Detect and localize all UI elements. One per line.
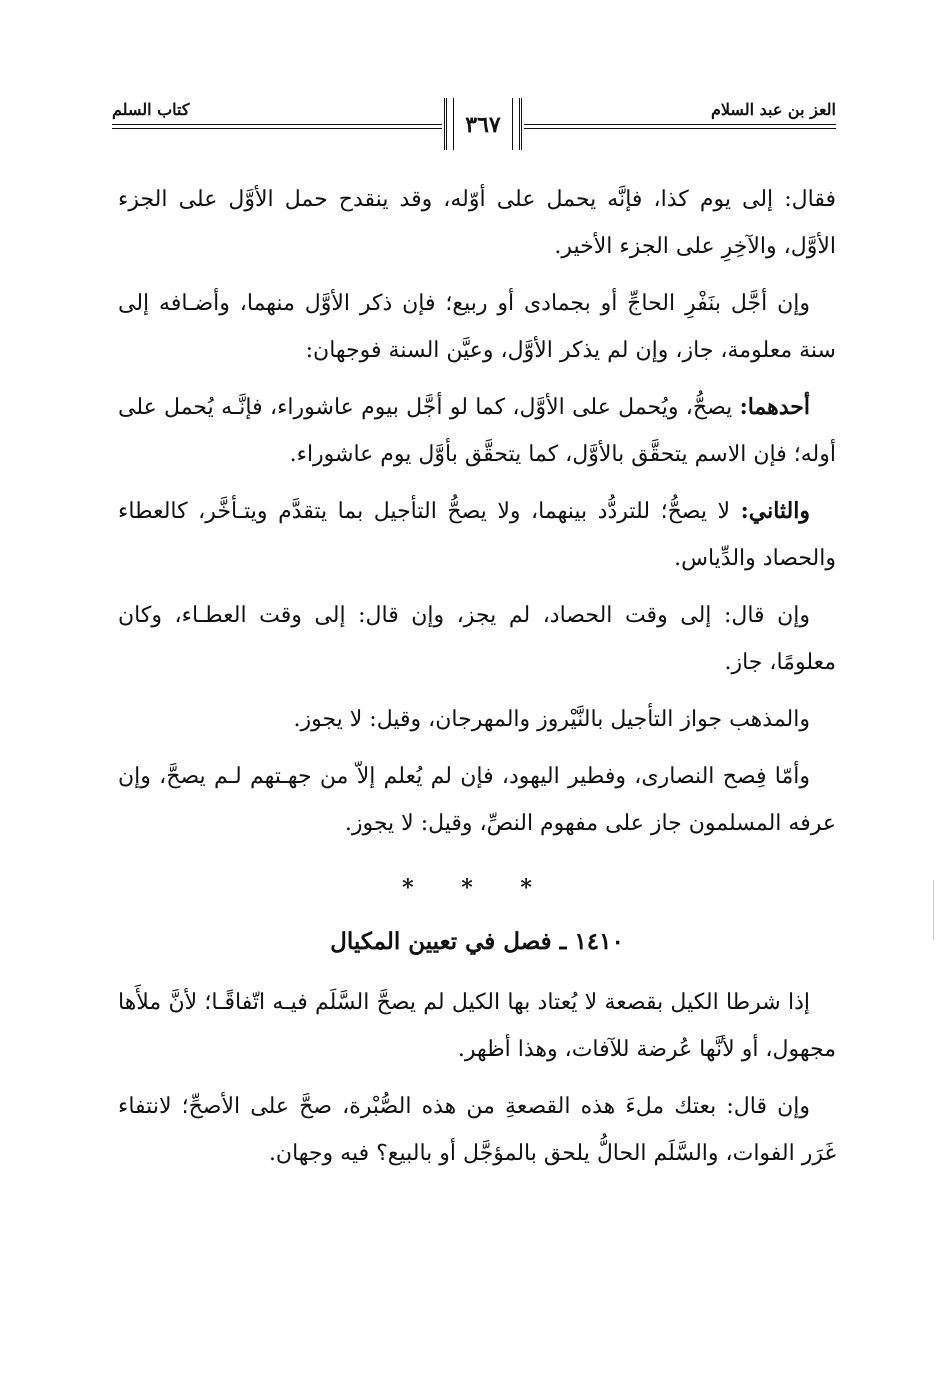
page-number-frame [444,98,522,150]
paragraph-text: وإن أجَّل بنَفْرِ الحاجِّ أو بجمادى أو ربيع؛ فإن ذكر الأوَّل منهما، وأضـافه إلى سنة معلومة، جاز، وإن لم يذكر الأوَّل، وعيَّن السنة فوجهان: [118,291,836,363]
paragraph-5 [118,592,836,686]
paragraph-text: وإن قال: إلى وقت الحصاد، لم يجز، وإن قال: إلى وقت العطـاء، وكان معلومًا، جاز. [118,603,836,675]
section-paragraph-2 [118,1083,836,1177]
paragraph-6 [118,696,836,743]
page-header [112,96,836,156]
paragraph-text: والمذهب جواز التأجيل بالنَّيْروز والمهرجان، وقيل: لا يجوز. [293,707,810,732]
paragraph-lead: أحدهما: [739,394,810,420]
header-rule-right [524,124,836,125]
author-title: العز بن عبد السلام [710,100,836,119]
paragraph-7 [118,753,836,847]
page-number: ٣٦٧ [465,112,501,138]
page-edge-mark [933,880,934,940]
paragraph-text: وإن قال: بعتك ملءَ هذه القصعةِ من هذه الصُّبْرة، صحَّ على الأصحِّ؛ لانتفاء غَرَر الفوات، والسَّلَم الحالُّ يلحق بالمؤجَّل أو بالبيع؟ فيه وجهان. [118,1094,836,1166]
paragraph-text: وأمّا فِصح النصارى، وفطير اليهود، فإن لم يُعلم إلاّ من جهـتهم لـم يصحَّ، وإن عرفه المسلمون جاز على مفهوم النصِّ، وقيل: لا يجوز. [118,764,836,836]
paragraph-lead: والثاني: [740,498,810,524]
paragraph-text: فقال: إلى يوم كذا، فإنَّه يحمل على أوّله، وقد ينقدح حمل الأوَّل على الجزء الأوَّل، والآخِرِ على الجزء الأخير. [118,187,836,259]
paragraph-3 [118,384,836,478]
paragraph-2 [118,280,836,374]
book-section-title: كتاب السلم [112,100,190,119]
section-paragraph-1 [118,979,836,1073]
paragraph-4 [118,488,836,582]
paragraph-1 [118,176,836,270]
section-heading: ١٤١٠ ـ فصل في تعيين المكيال [330,928,624,955]
section-separator: * * * [402,875,552,901]
paragraph-text: إذا شرطا الكيل بقصعة لا يُعتاد بها الكيل لم يصحَّ السَّلَم فيـه اتّفاقًـا؛ لأنَّ ملأَها مجهول، أو لأنَّها عُرضة للآفات، وهذا أظهر. [118,990,836,1062]
page-body [118,176,836,1187]
paragraph-text: لا يصحُّ؛ للتردُّد بينهما، ولا يصحُّ التأجيل بما يتقدَّم ويتـأخَّر، كالعطاء والحصاد والدِّياس. [118,499,836,571]
header-rule-left [112,124,442,125]
paragraph-text: يصحُّ، ويُحمل على الأوَّل، كما لو أجَّل بيوم عاشوراء، فإنَّـه يُحمل على أوله؛ فإن الاسم يتحقَّق بالأوَّل، كما يتحقَّق بأوَّل يوم عاشوراء. [118,395,836,467]
